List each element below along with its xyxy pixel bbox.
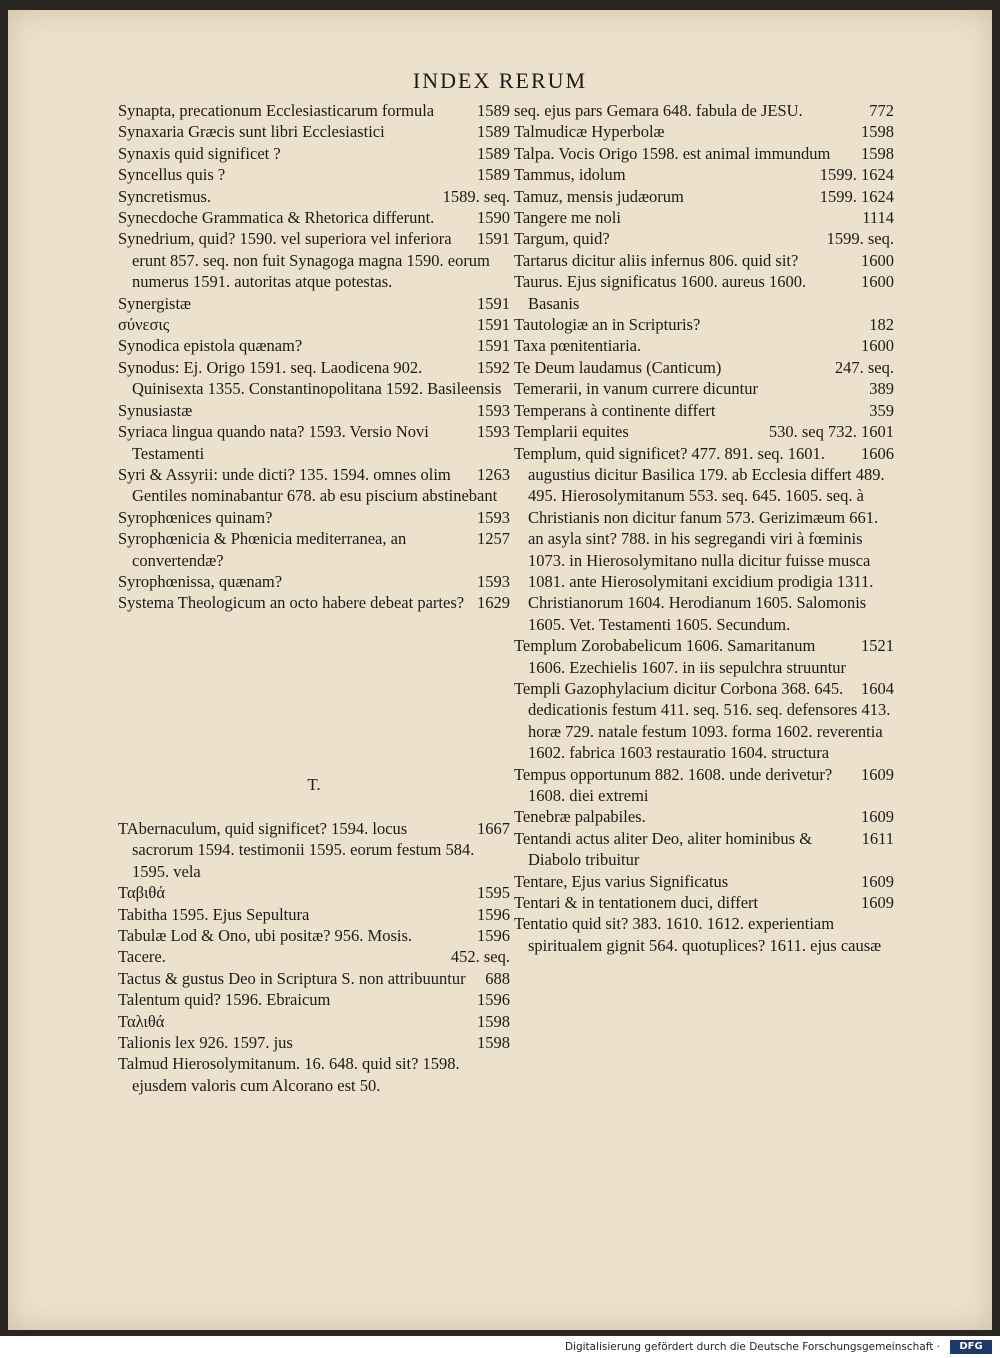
page-reference: 1589 xyxy=(477,165,510,185)
page-reference: 247. seq. xyxy=(834,357,894,377)
page-reference: 182 xyxy=(869,315,894,335)
entry-text: Syriaca lingua quando nata? 1593. Versio Novi Testamenti xyxy=(118,422,429,463)
page-reference: 1600 xyxy=(861,272,894,292)
index-entry xyxy=(514,828,894,871)
page-reference: 1593 xyxy=(477,422,510,442)
index-entry xyxy=(514,250,894,271)
index-entry xyxy=(514,271,894,314)
page-reference: 1600 xyxy=(861,336,894,356)
index-entry xyxy=(118,186,510,207)
section-letter: T. xyxy=(307,775,321,794)
index-entry xyxy=(118,400,510,421)
page-reference: 1589 xyxy=(477,101,510,120)
index-entry xyxy=(514,314,894,335)
page-reference: 1589. seq. xyxy=(442,186,510,206)
index-entry xyxy=(118,121,510,142)
page-reference: 1604 xyxy=(861,678,894,698)
page-reference: 1521 xyxy=(861,636,894,656)
entry-text: Syrophœnissa, quænam? xyxy=(118,571,283,591)
page-reference: 1611 xyxy=(861,828,894,848)
entry-text: Synodus: Ej. Origo 1591. seq. Laodicena 902. Quinisexta 1355. Constantinopolitana 1592. Basileensis xyxy=(118,357,502,399)
index-entry xyxy=(118,528,510,571)
entry-text: Syri & Assyrii: unde dicti? 135. 1594. omnes olim Gentiles nominabantur 678. ab esu piscium abstinebant xyxy=(118,464,498,506)
index-column-right xyxy=(514,100,894,956)
page-reference: 1591 xyxy=(477,315,510,335)
page-reference: 452. seq. xyxy=(450,947,510,967)
entry-text: Tentatio quid sit? 383. 1610. 1612. experientiam spiritualem gignit 564. quotuplices? 1611. ejus causæ xyxy=(514,914,882,955)
entry-text: TAbernaculum, quid significet? 1594. locus sacrorum 1594. testimonii 1595. eorum festum 584. 1595. vela xyxy=(118,819,475,881)
entry-text: Synedrium, quid? 1590. vel superiora vel inferiora erunt 857. seq. non fuit Synagoga magna 1590. eorum numerus 1591. autoritas atque potestas. xyxy=(118,229,490,292)
index-entry xyxy=(118,335,510,356)
index-entry xyxy=(514,186,894,207)
entry-text: Talmudicæ Hyperbolæ xyxy=(514,122,665,142)
page-reference: 1591 xyxy=(477,293,510,313)
entry-text: Synusiastæ xyxy=(118,400,193,420)
index-entry xyxy=(118,357,510,400)
page-reference: 1667 xyxy=(477,819,510,838)
index-entry xyxy=(514,228,894,249)
index-entry xyxy=(118,421,510,464)
index-entry xyxy=(118,989,510,1010)
entry-text: Tamuz, mensis judæorum xyxy=(514,186,684,206)
entry-text: Templi Gazophylacium dicitur Corbona 368. 645. dedicationis festum 411. seq. 516. seq. defensores 413. horæ 729. natale festum 1093. forma 1602. reverentia 1602. fabrica 1603 restauratio 1604. structura xyxy=(514,678,891,763)
entry-text: Tentari & in tentationem duci, differt xyxy=(514,893,759,913)
page-reference: 1589 xyxy=(477,122,510,142)
page-reference: 1599. seq. xyxy=(826,229,894,249)
index-entry xyxy=(514,335,894,356)
index-entry xyxy=(514,207,894,228)
entry-text: Templum Zorobabelicum 1606. Samaritanum 1606. Ezechielis 1607. in iis sepulchra struuntur xyxy=(514,636,847,677)
index-entry xyxy=(514,143,894,164)
index-entry xyxy=(514,121,894,142)
page-reference: 1263 xyxy=(477,464,510,484)
page-reference: 1591 xyxy=(477,336,510,356)
index-entry xyxy=(514,892,894,913)
entry-text: Ταβιθά xyxy=(118,883,165,903)
page-reference: 1599. 1624 xyxy=(819,186,894,206)
page-reference: 1609 xyxy=(861,807,894,827)
page-reference: 1589 xyxy=(477,143,510,163)
page-reference: 1599. 1624 xyxy=(819,165,894,185)
page-reference: 1590 xyxy=(477,208,510,228)
dfg-logo: DFG xyxy=(950,1340,992,1354)
page-reference: 1609 xyxy=(861,893,894,913)
page-reference: 1600 xyxy=(861,250,894,270)
entry-text: Tactus & gustus Deo in Scriptura S. non attribuuntur xyxy=(118,968,466,988)
entry-text: Tentare, Ejus varius Significatus xyxy=(514,871,729,891)
entry-text: Taurus. Ejus significatus 1600. aureus 1600. Basanis xyxy=(514,272,807,313)
page-reference: 1257 xyxy=(477,529,510,549)
index-entry xyxy=(118,968,510,989)
index-entry xyxy=(118,818,510,882)
entry-text: Tacere. xyxy=(118,947,166,967)
entry-text: Synaxaria Græcis sunt libri Ecclesiastici xyxy=(118,122,385,142)
page-reference: 1596 xyxy=(477,990,510,1010)
index-entry xyxy=(118,1032,510,1053)
index-entry xyxy=(118,293,510,314)
index-entry xyxy=(514,100,894,121)
index-entry xyxy=(118,507,510,528)
page-reference: 1598 xyxy=(477,1033,510,1053)
index-entry xyxy=(514,378,894,399)
page-reference: 1592 xyxy=(477,357,510,377)
index-entry xyxy=(118,228,510,292)
entry-text: Talmud Hierosolymitanum. 16. 648. quid sit? 1598. ejusdem valoris cum Alcorano est 50. xyxy=(118,1054,460,1095)
entry-text: Tangere me noli xyxy=(514,208,621,228)
page-header: INDEX RERUM xyxy=(412,68,588,93)
index-entry xyxy=(118,592,510,613)
page-reference: 359 xyxy=(869,400,894,420)
footer-bar xyxy=(0,1336,1000,1358)
page-reference: 1609 xyxy=(861,871,894,891)
entry-text: Tenebræ palpabiles. xyxy=(514,807,646,827)
index-column-left-t xyxy=(118,818,510,1096)
index-entry xyxy=(118,946,510,967)
index-entry xyxy=(514,443,894,636)
entry-text: Ταλιθά xyxy=(118,1011,165,1031)
index-entry xyxy=(118,164,510,185)
entry-text: Tautologiæ an in Scripturis? xyxy=(514,315,701,335)
index-entry xyxy=(514,764,894,807)
index-entry xyxy=(514,871,894,892)
entry-text: Te Deum laudamus (Canticum) xyxy=(514,357,722,377)
entry-text: Talpa. Vocis Origo 1598. est animal immundum xyxy=(514,143,831,163)
page-reference: 1114 xyxy=(862,208,894,228)
index-entry xyxy=(118,1053,510,1096)
entry-text: Talentum quid? 1596. Ebraicum xyxy=(118,990,331,1010)
page-reference: 1606 xyxy=(861,443,894,463)
entry-text: Synaxis quid significet ? xyxy=(118,143,281,163)
page-reference: 1598 xyxy=(861,122,894,142)
index-entry xyxy=(514,678,894,764)
entry-text: Tempus opportunum 882. 1608. unde derivetur? 1608. diei extremi xyxy=(514,764,833,805)
page-reference: 1609 xyxy=(861,764,894,784)
entry-text: Tartarus dicitur aliis infernus 806. quid sit? xyxy=(514,250,799,270)
page-reference: 1629 xyxy=(477,593,510,613)
page-reference: 1593 xyxy=(477,507,510,527)
entry-text: Systema Theologicum an octo habere debeat partes? xyxy=(118,593,465,613)
index-entry xyxy=(118,100,510,121)
page-reference: 1593 xyxy=(477,571,510,591)
index-entry xyxy=(118,882,510,903)
index-entry xyxy=(514,421,894,442)
page-reference: 1598 xyxy=(861,143,894,163)
index-entry xyxy=(118,925,510,946)
page-reference: 772 xyxy=(869,101,894,120)
entry-text: Tabulæ Lod & Ono, ubi positæ? 956. Mosis. xyxy=(118,926,413,946)
index-entry xyxy=(118,464,510,507)
entry-text: Syrophœnicia & Phœnicia mediterranea, an convertendæ? xyxy=(118,529,407,570)
index-entry xyxy=(118,207,510,228)
entry-text: Tammus, idolum xyxy=(514,165,626,185)
index-entry xyxy=(514,913,894,956)
entry-text: σύνεσις xyxy=(118,315,170,335)
entry-text: Targum, quid? xyxy=(514,229,610,249)
index-entry xyxy=(118,1011,510,1032)
entry-text: Tentandi actus aliter Deo, aliter hominibus & Diabolo tribuitur xyxy=(514,828,813,870)
index-entry xyxy=(514,400,894,421)
entry-text: Syncellus quis ? xyxy=(118,165,226,185)
page-reference: 1598 xyxy=(477,1011,510,1031)
page-reference: 1595 xyxy=(477,883,510,903)
index-entry xyxy=(118,143,510,164)
page-reference: 530. seq 732. 1601 xyxy=(768,422,894,442)
entry-text: Synergistæ xyxy=(118,293,192,313)
index-entry xyxy=(514,357,894,378)
page-reference: 1596 xyxy=(477,926,510,946)
funding-note: Digitalisierung gefördert durch die Deutsche Forschungsgemeinschaft · xyxy=(564,1341,940,1353)
entry-text: Synapta, precationum Ecclesiasticarum formula xyxy=(118,101,435,120)
page-reference: 389 xyxy=(869,379,894,399)
entry-text: Synecdoche Grammatica & Rhetorica differunt. xyxy=(118,208,435,228)
entry-text: Taxa pœnitentiaria. xyxy=(514,336,642,356)
entry-text: Templum, quid significet? 477. 891. seq. 1601. augustius dicitur Basilica 179. ab Ecclesia differt 489. 495. Hierosolymitanum 553. seq. 645. 1605. seq. à Christianis non dicitur fanum 573. Gerizimæum 661. an asyla sint? 788. in his segregandi viri à fœminis 1073. in Hierosolymitano nulla dicitur fuisse musca 1081. ante Hierosolymitani excidium prodigia 1311. Christianorum 1604. Herodianum 1605. Salomonis 1605. Vet. Testamenti 1605. Secundum. xyxy=(514,443,885,634)
entry-text: seq. ejus pars Gemara 648. fabula de JESU. xyxy=(514,101,803,120)
entry-text: Synodica epistola quænam? xyxy=(118,336,303,356)
entry-text: Syncretismus. xyxy=(118,186,212,206)
page-reference: 688 xyxy=(485,968,510,988)
entry-text: Temerarii, in vanum currere dicuntur xyxy=(514,379,758,399)
page-reference: 1591 xyxy=(477,229,510,249)
entry-text: Temperans à continente differt xyxy=(514,400,716,420)
index-entry xyxy=(118,904,510,925)
index-entry xyxy=(118,314,510,335)
entry-text: Syrophœnices quinam? xyxy=(118,507,273,527)
page-reference: 1596 xyxy=(477,904,510,924)
index-entry xyxy=(514,806,894,827)
index-entry xyxy=(118,571,510,592)
index-column-left xyxy=(118,100,510,614)
page-reference: 1593 xyxy=(477,400,510,420)
entry-text: Tabitha 1595. Ejus Sepultura xyxy=(118,904,310,924)
entry-text: Templarii equites xyxy=(514,422,629,442)
index-entry xyxy=(514,164,894,185)
entry-text: Talionis lex 926. 1597. jus xyxy=(118,1033,293,1053)
index-entry xyxy=(514,635,894,678)
